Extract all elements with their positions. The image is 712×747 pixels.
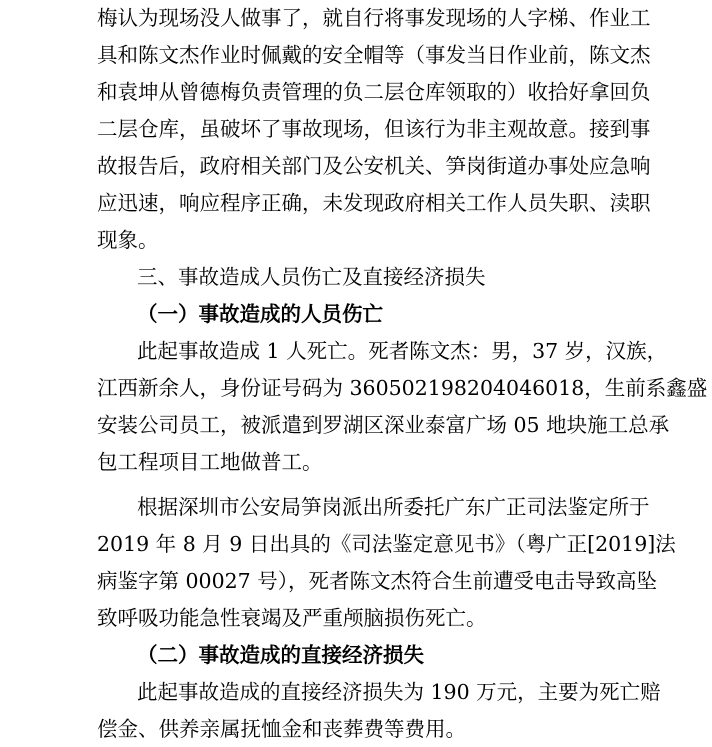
paragraph-line: 安装公司员工，被派遣到罗湖区深业泰富广场 05 地块施工总承: [97, 413, 670, 437]
paragraph-line: 此起事故造成的直接经济损失为 190 万元，主要为死亡赔: [137, 680, 661, 704]
paragraph-line: 现象。: [97, 228, 159, 252]
paragraph-line: 包工程项目工地做普工。: [97, 450, 323, 474]
paragraph-line: 梅认为现场没人做事了，就自行将事发现场的人字梯、作业工: [97, 6, 651, 30]
paragraph-line: 和袁坤从曾德梅负责管理的负二层仓库领取的）收拾好拿回负: [97, 80, 651, 104]
paragraph-line: 此起事故造成 1 人死亡。死者陈文杰：男，37 岁，汉族，: [137, 339, 668, 363]
paragraph-line: 二层仓库，虽破坏了事故现场，但该行为非主观故意。接到事: [97, 117, 651, 141]
paragraph-line: 病鉴字第 00027 号），死者陈文杰符合生前遭受电击导致高坠: [97, 569, 657, 593]
paragraph-line: 根据深圳市公安局笋岗派出所委托广东广正司法鉴定所于: [137, 495, 650, 519]
paragraph-line: 故报告后，政府相关部门及公安机关、笋岗街道办事处应急响: [97, 154, 651, 178]
paragraph-line: 偿金、供养亲属抚恤金和丧葬费等费用。: [97, 717, 466, 741]
subsection-heading: （一）事故造成的人员伤亡: [137, 302, 383, 326]
subsection-heading: （二）事故造成的直接经济损失: [137, 643, 424, 667]
paragraph-line: 致呼吸功能急性衰竭及严重颅脑损伤死亡。: [97, 606, 487, 630]
paragraph-line: 2019 年 8 月 9 日出具的《司法鉴定意见书》（粤广正[2019]法: [97, 532, 676, 556]
paragraph-line: 具和陈文杰作业时佩戴的安全帽等（事发当日作业前，陈文杰: [97, 43, 651, 67]
section-heading: 三、事故造成人员伤亡及直接经济损失: [137, 265, 486, 289]
paragraph-line: 江西新余人，身份证号码为 360502198204046018，生前系鑫盛: [97, 376, 708, 400]
paragraph-line: 应迅速，响应程序正确，未发现政府相关工作人员失职、渎职: [97, 191, 651, 215]
